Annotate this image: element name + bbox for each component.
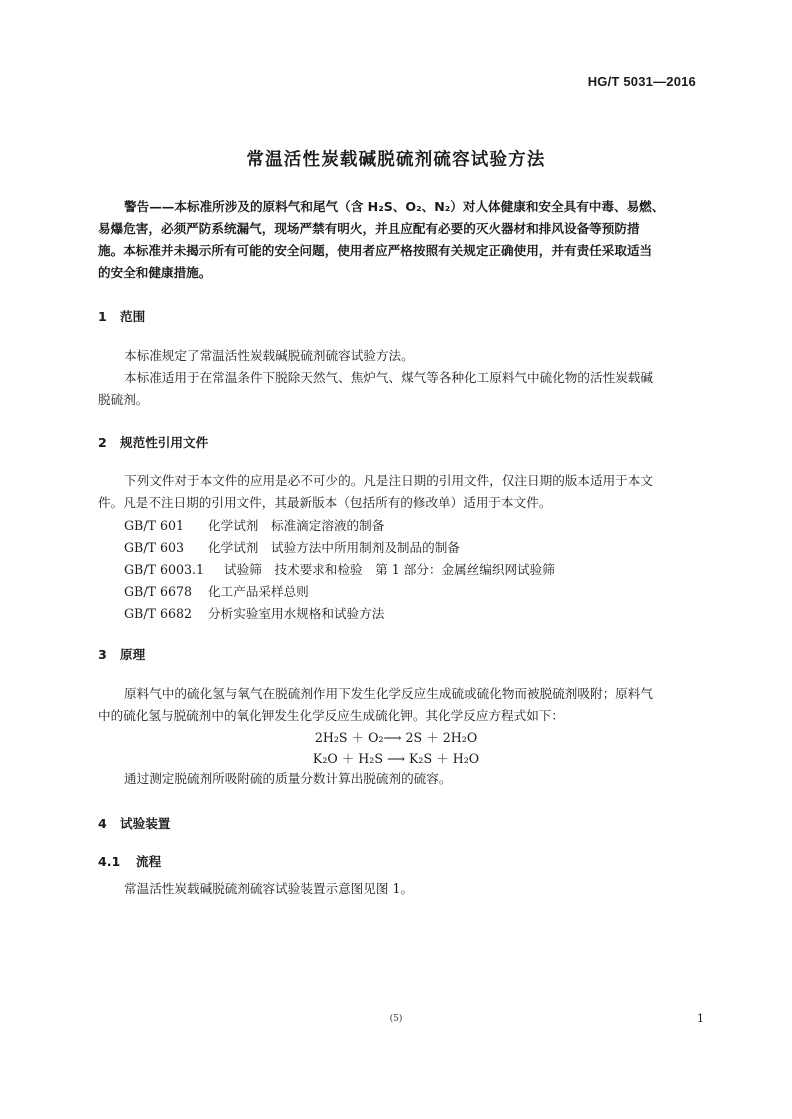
- reference-code: GB/T 6003.1: [124, 562, 205, 577]
- section-number: 2: [98, 435, 107, 450]
- section-4-heading: [98, 813, 170, 832]
- section-1-heading: [98, 306, 145, 325]
- section-title: 原理: [120, 647, 146, 662]
- section-title: 试验装置: [120, 816, 171, 831]
- section-title: 范围: [120, 309, 146, 324]
- chemical-equation-1: 2H₂S ＋ O₂⟶ 2S ＋ 2H₂O: [314, 730, 478, 745]
- warning-line: 易爆危害，必须严防系统漏气，现场严禁有明火，并且应配有必要的灭火器材和排风设备等预防措: [98, 221, 640, 236]
- warning-paragraph: [98, 196, 715, 284]
- section-2-heading: [98, 432, 208, 451]
- reference-title: 分析实验室用水规格和试验方法: [208, 606, 385, 621]
- footer-page-code: (5): [389, 1014, 403, 1024]
- section-number: 1: [98, 309, 107, 324]
- normative-reference: [124, 537, 460, 556]
- section-3-body: [98, 683, 715, 727]
- section-title: 规范性引用文件: [120, 435, 209, 450]
- subsection-title: 流程: [136, 854, 162, 869]
- section-4-body: [98, 878, 715, 900]
- reference-title: 化工产品采样总则: [208, 584, 309, 599]
- paragraph-line: 件。凡是不注日期的引用文件，其最新版本（包括所有的修改单）适用于本文件。: [98, 495, 552, 510]
- normative-reference: [124, 581, 309, 600]
- paragraph-line: 原料气中的硫化氢与氧气在脱硫剂作用下发生化学反应生成硫或硫化物而被脱硫剂吸附；原料气: [124, 686, 653, 701]
- section-2-body: [98, 470, 715, 514]
- reference-code: GB/T 601: [124, 518, 184, 533]
- paragraph-line: 通过测定脱硫剂所吸附硫的质量分数计算出脱硫剂的硫容。: [124, 771, 452, 786]
- normative-reference: [124, 603, 384, 622]
- document-title: 常温活性炭载碱脱硫剂硫容试验方法: [246, 150, 546, 170]
- normative-reference: [124, 515, 384, 534]
- reference-title: 试验筛 技术要求和检验 第 1 部分：金属丝编织网试验筛: [224, 562, 555, 577]
- subsection-4-1-heading: [98, 851, 161, 870]
- section-3-conclusion: [98, 768, 715, 790]
- reference-title: 化学试剂 试验方法中所用制剂及制品的制备: [208, 540, 460, 555]
- footer-page-number: 1: [697, 1012, 704, 1025]
- warning-line: 施。本标准并未揭示所有可能的安全问题，使用者应严格按照有关规定正确使用，并有责任采取适当: [98, 243, 653, 258]
- chemical-equation-2: K₂O ＋ H₂S ⟶ K₂S ＋ H₂O: [312, 751, 480, 766]
- reference-code: GB/T 6682: [124, 606, 193, 621]
- warning-line: 的安全和健康措施。: [98, 265, 212, 280]
- paragraph-line: 下列文件对于本文件的应用是必不可少的。凡是注日期的引用文件，仅注日期的版本适用于本文: [124, 473, 653, 488]
- section-1-body: [98, 345, 715, 411]
- paragraph-line: 脱硫剂。: [98, 392, 149, 407]
- standard-code: HG/T 5031—2016: [587, 74, 696, 89]
- warning-line: 警告——本标准所涉及的原料气和尾气（含 H₂S、O₂、N₂）对人体健康和安全具有中毒、易燃、: [124, 199, 665, 214]
- paragraph-line: 常温活性炭载碱脱硫剂硫容试验装置示意图见图 1。: [124, 881, 414, 896]
- reference-title: 化学试剂 标准滴定溶液的制备: [208, 518, 385, 533]
- reference-code: GB/T 6678: [124, 584, 193, 599]
- section-3-heading: [98, 644, 145, 663]
- paragraph-line: 本标准适用于在常温条件下脱除天然气、焦炉气、煤气等各种化工原料气中硫化物的活性炭载碱: [124, 370, 653, 385]
- normative-reference: [124, 559, 555, 578]
- reference-code: GB/T 603: [124, 540, 184, 555]
- paragraph-line: 本标准规定了常温活性炭载碱脱硫剂硫容试验方法。: [124, 348, 414, 363]
- paragraph-line: 中的硫化氢与脱硫剂中的氧化钾发生化学反应生成硫化钾。其化学反应方程式如下：: [98, 708, 564, 723]
- subsection-number: 4.1: [98, 854, 121, 869]
- section-number: 4: [98, 816, 107, 831]
- section-number: 3: [98, 647, 107, 662]
